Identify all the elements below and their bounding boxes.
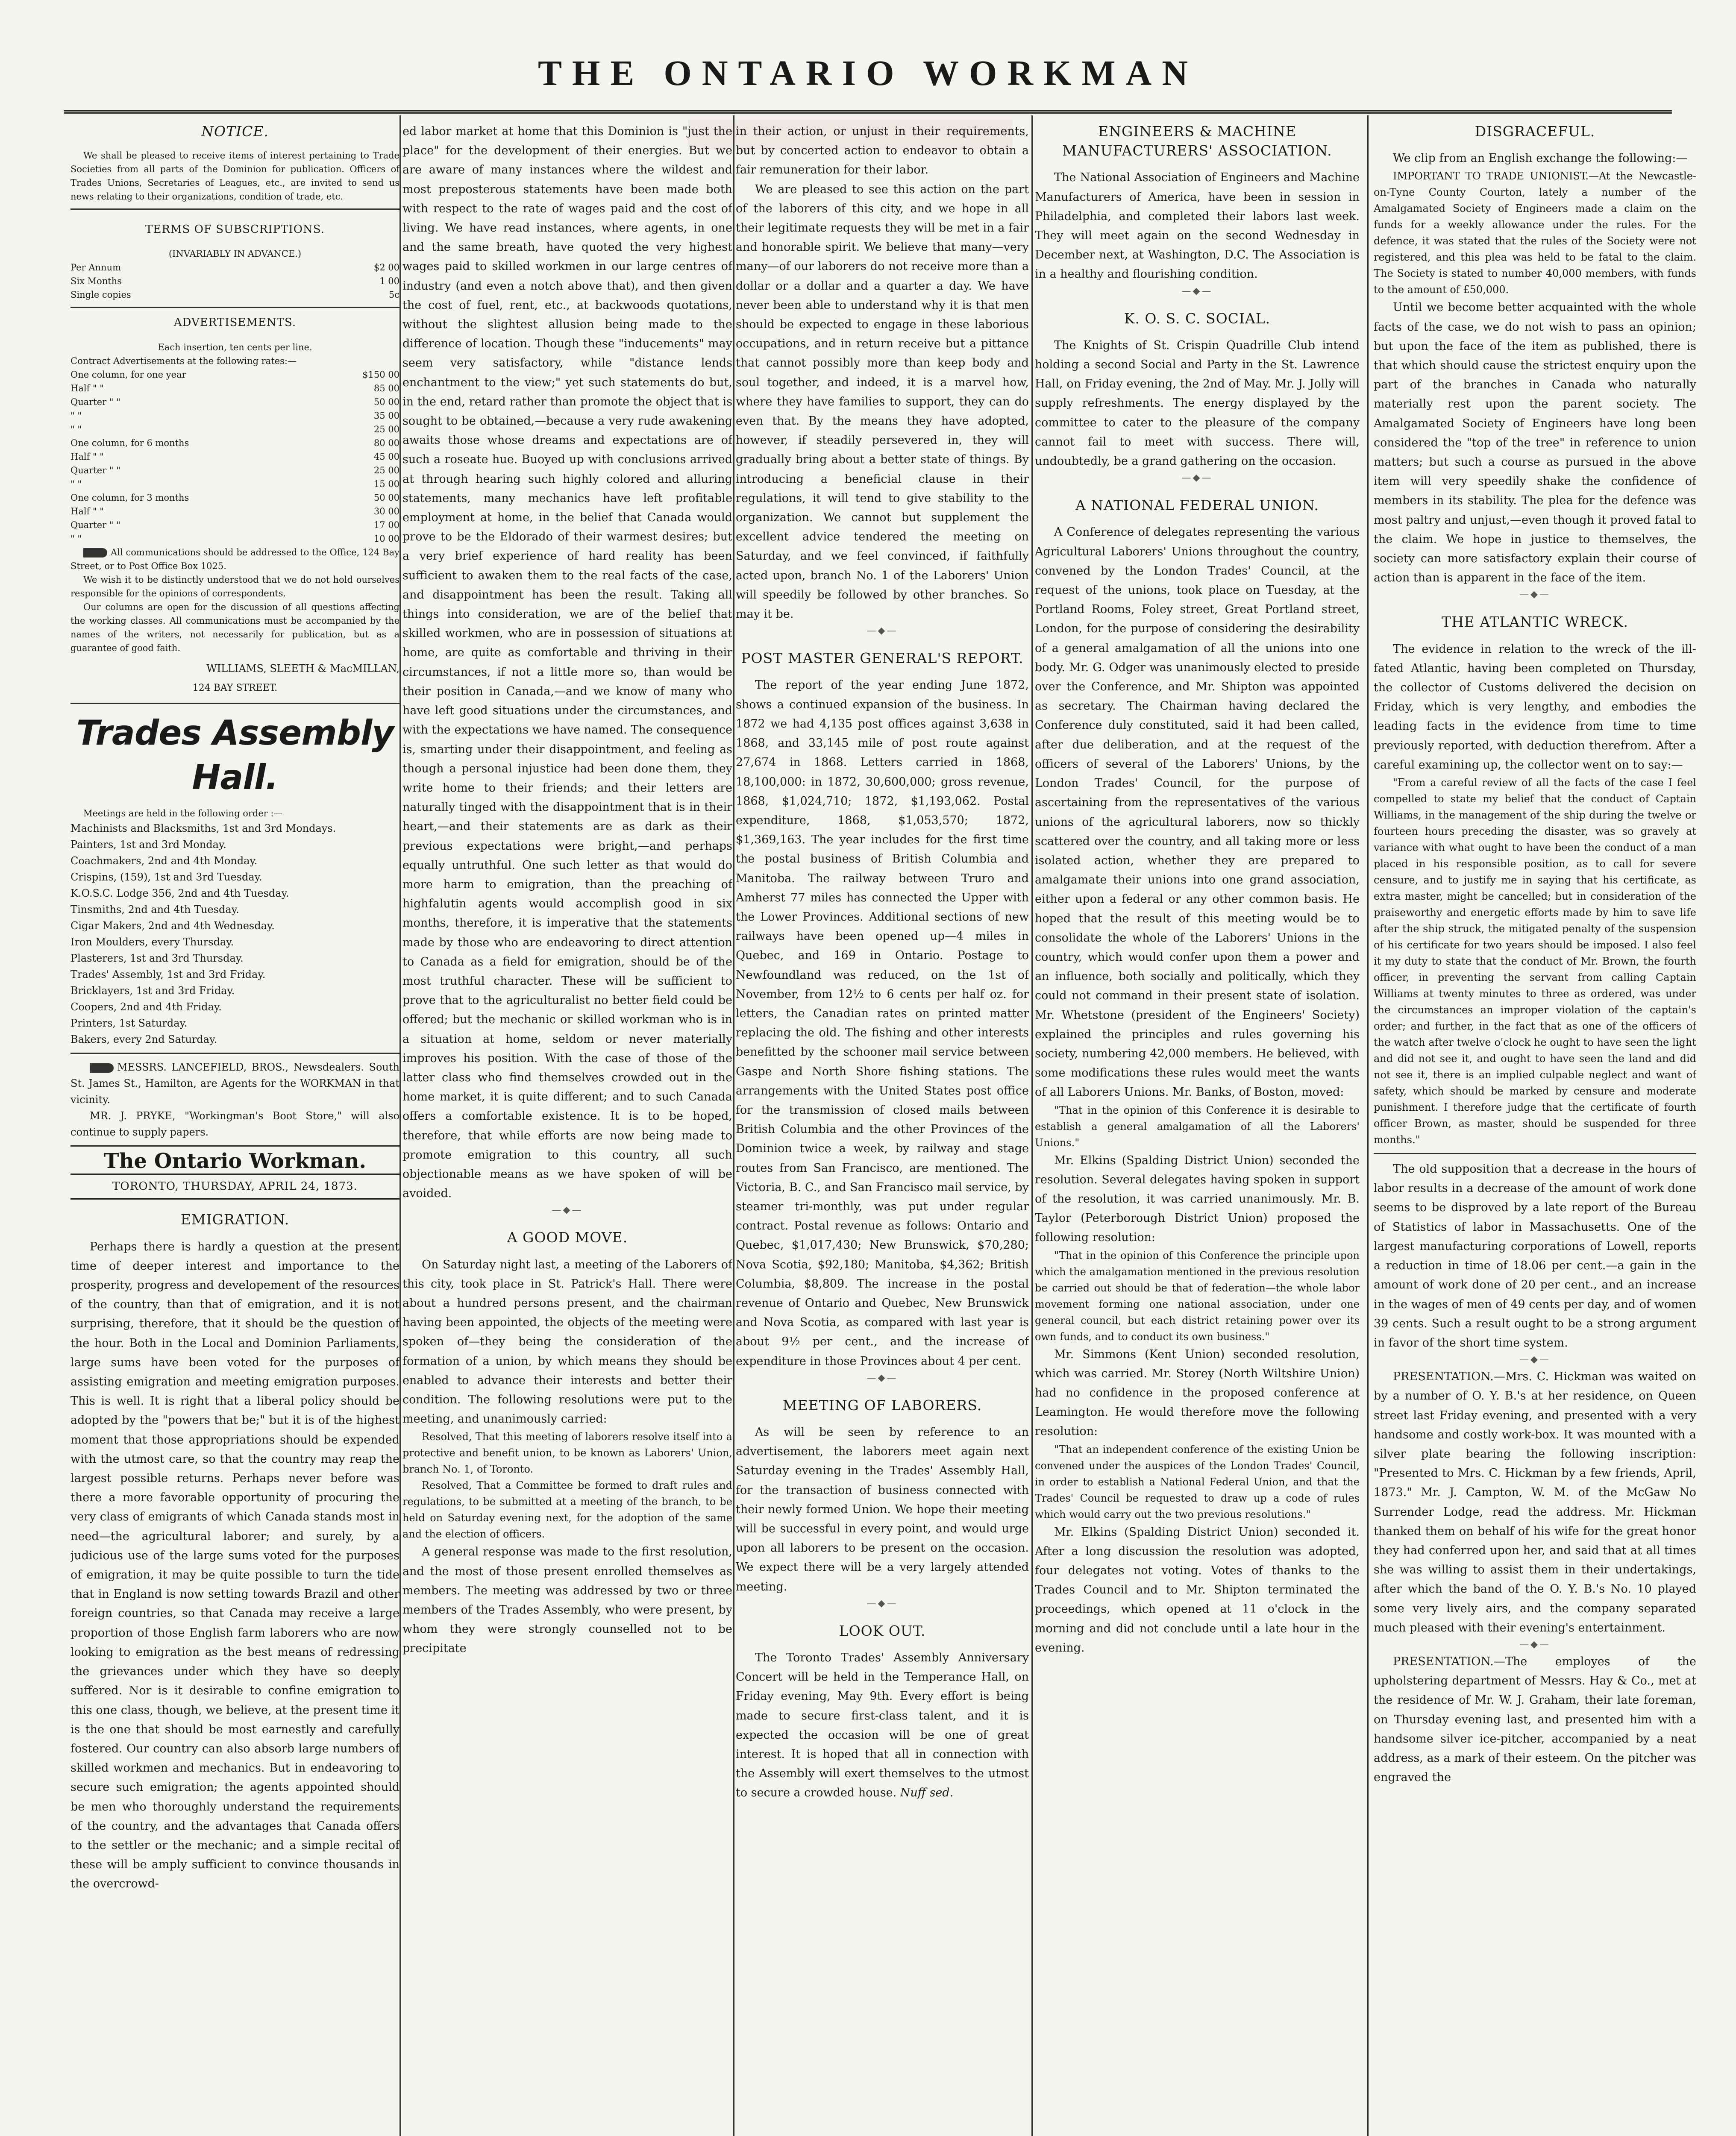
post-master-text: The report of the year ending June 1872, shows a continued expansion of the business. In 1872 we had 4,135 post offices against 3,638 in 1868, and 33,145 mile of post route against 27,674 in 1868. Letters carried in 1868, 18,100,000: in 1872, 30,600,000; gross revenue, 1868, $1,024,710; 1872, $1,193,062. Postal expenditure, 1868, $1,053,570; 1872, $1,369,163. The year includes for the first time the postal business of British Columbia and Manitoba. The railway between Truro and Amherst 77 miles has connected the Upper with the Lower Provinces. Additional sections of new railways have been opened up—4 miles in Quebec, and 169 in Ontario. Postage to Newfoundland was reduced, on the 1st of November, from 12½ to 6 cents per half oz. for letters, the Canadian rates on printed matter replacing the old. The fishing and other interests benefitted by the schooner mail service between Gaspe and North Shore fishing stations. The arrangements with the United States post office for the transmission of closed mails between British Columbia and the other Provinces of the Dominion twice a week, by railway and stage routes from San Francisco, are mentioned. The Victoria, B. C., and San Francisco mail service, by steamer tri-monthly, was put under regular contract. Postal revenue as follows: Ontario and Quebec, $1,017,430; New Brunswick, $70,280; Nova Scotia, $92,180; Manitoba, $4,362; British Columbia, $8,809. The increase in the postal revenue of Ontario and Quebec, New Brunswick and Nova Scotia, as compared with last year is about 9½ per cent., and the increase of expenditure in those Provinces about 4 per cent.: [736, 678, 1029, 1368]
trades-assembly-title: Trades Assembly Hall.: [76, 713, 394, 798]
trades-intro: Meetings are held in the following order :—: [83, 808, 283, 819]
column-1: [70, 122, 399, 2136]
emigration-continued: ed labor market at home that this Dominion is "just the place" for the development of their energies. But we are aware of many instances where the wildest and most preposterous statements have been made both with respect to the rate of wages paid and the cost of living. We have read instances, where agents, in one and the same breath, have quoted the very highest wages paid to skilled workmen in our large centres of industry (and even a notch above that), and then given the cost of fuel, rent, etc., at backwoods quotations, without the slightest allusion being made to the difference of location. Though these "inducements" may seem very satisfactory, while "distance lends enchantment to the view;" yet such statements do but, in the end, retard rather than promote the object that is sought to be obtained,—because a very rude awakening awaits those whose dreams and expectations are of such a roseate hue. Buoyed up with conclusions arrived at through hearing such highly colored and alluring statements, many mechanics have left profitable employment at home, in the belief that Canada would prove to be the Eldorado of their warmest desires; but a very brief experience of hard reality has been sufficient to awaken them to the real facts of the case, and disappointment has been the result. Taking all things into consideration, we are of the belief that skilled workmen, who are in possession of situations at home, are quite as comfortable and thriving in their circumstances, if not a little more so, than would be their position in Canada,—and we know of many who have left good situations under the circumstances, and with the expectations we have named. The consequence is, smarting under their disappointment, and feeling as though a personal injustice had been done them, they write home to their friends; and their letters are naturally tinged with the disappointment that is in their heart,—and their statements are as dark as their previous expectations were bright,—and perhaps equally untruthful. One such letter as that would do more harm to emigration, than the preaching of highfalutin agents would accomplish good in six months, therefore, it is imperative that the statements made by those who are endeavoring to direct attention to Canada as a field for emigration, should be of the most truthful character. These will be sufficient to prove that to the agriculturalist no better field could be offered; but the mechanic or skilled workman who is in a situation at home, seldom or never materially improves his position. With the case of those of the latter class who find themselves crowded out in the home market, it is quite different; and to such Canada offers a comfortable existence. It is to be hoped, therefore, that while efforts are now being made to promote emigration to this country, all such objectionable means as we have spoken of will be avoided.: [402, 125, 732, 1200]
list-item: K.O.S.C. Lodge 356, 2nd and 4th Tuesday.: [70, 887, 289, 900]
advertising-rates-table: [70, 368, 399, 546]
pryke-notice: MR. J. PRYKE, "Workingman's Boot Store," will also continue to supply papers.: [70, 1110, 399, 1138]
price-row: " " 15 00: [70, 478, 399, 489]
disgraceful-quote: IMPORTANT TO TRADE UNIONIST.—At the Newcastle-on-Tyne County Courton, lately a number of the Amalgamated Society of Engineers made a claim on the funds for a weekly allowance under the rules. For the defence, it was stated that the rules of the Society were not registered, and this plea was held to be fatal to the claim. The Society is stated to number 40,000 members, with funds to the amount of £50,000.: [1374, 170, 1696, 296]
divider: —◆—: [1181, 285, 1213, 296]
subscriptions-heading: TERMS OF SUBSCRIPTIONS.: [145, 223, 325, 236]
price-row: One column, for 6 months 80 00: [70, 437, 399, 448]
presentation-graham: PRESENTATION.—The employes of the upholstering department of Messrs. Hay & Co., met at the residence of Mr. W. J. Graham, their late foreman, on Thursday evening last, and presented him with a handsome silver ice-pitcher, accompanied by a neat address, as a mark of their esteem. On the pitcher was engraved the: [1374, 1655, 1696, 1784]
list-item: Coachmakers, 2nd and 4th Monday.: [70, 855, 258, 867]
price-row: Per Annum $2 00: [70, 262, 399, 273]
divider: —◆—: [1519, 1639, 1551, 1650]
price-row: Quarter " " 17 00: [70, 519, 399, 530]
price-row: " " 25 00: [70, 424, 399, 434]
resolution-1: Resolved, That this meeting of laborers resolve itself into a protective and benefit union, to be known as Laborers' Union, branch No. 1, of Toronto.: [402, 1431, 732, 1476]
look-out-text: The Toronto Trades' Assembly Anniversary Concert will be held in the Temperance Hall, on Friday evening, May 9th. Every effort is being made to secure first-class talent, and it is expected the occasion will be one of great interest. It is hoped that all in connection with the Assembly will exert themselves to the utmost to secure a crowded house. Nuff sed.: [736, 1651, 1029, 1800]
laborers-commentary: We are pleased to see this action on the part of the laborers of this city, and we hope in all their legitimate requests they will be met in a fair and honorable spirit. We believe that many—very many—of our laborers do not receive more than a dollar or a dollar and a quarter a day. We have never been able to understand why it is that men should be expected to engage in these laborious occupations, and in return receive but a pittance that cannot possibly more than keep body and soul together, and indeed, it is a marvel how, where they have families to support, they can do even that. By the means they have adopted, however, if steadily persevered in, they will gradually bring about a better state of things. By introducing a beneficial clause in their regulations, it will tend to give stability to the organization. We cannot but supplement the excellent advice tendered the meeting on Saturday, and we feel convinced, if faithfully acted upon, branch No. 1 of the Laborers' Union will speedily be followed by other branches. So may it be.: [736, 182, 1029, 621]
divider: [70, 208, 399, 210]
list-item: Bricklayers, 1st and 3rd Friday.: [70, 985, 235, 997]
federal-union-heading: A NATIONAL FEDERAL UNION.: [1075, 497, 1319, 514]
federal-union-quote: "That in the opinion of this Conference the principle upon which the amalgamation mentioned in the previous resolution be carried out should be that of federation—the whole labor movement forming one national association, under one general council, but each district retaining power over its own funds, and to conduct its own business.": [1035, 1249, 1360, 1343]
price-row: Half " " 45 00: [70, 451, 399, 462]
column-2: [402, 122, 732, 2136]
presentation-hickman: PRESENTATION.—Mrs. C. Hickman was waited on by a number of O. Y. B.'s at her residence, on Queen street last Friday evening, and presented with a very handsome and costly work-box. It was mounted with a silver plate bearing the following inscription: "Presented to Mrs. C. Hickman by a few friends, April, 1873." Mr. J. Campton, W. M. of the McGaw No Surrender Lodge, read the address. Mr. Hickman thanked them on behalf of his wife for the great honor they had conferred upon her, and said that at all times she was willing to assist them in their undertakings, after which the band of the O. Y. B.'s No. 10 played some very lively airs, and the company separated much pleased with their evening's entertainment.: [1374, 1370, 1696, 1634]
price-row: Half " " 30 00: [70, 506, 399, 516]
divider: [70, 1053, 399, 1054]
notice-text: We shall be pleased to receive items of interest pertaining to Trade Societies from all parts of the Dominion for publication. Officers of Trades Unions, Secretaries of Leagues, etc., are invited to send us news relating to their organizations, condition of trade, etc.: [70, 150, 399, 202]
column-rule: [733, 115, 734, 2136]
column-rule: [1031, 115, 1033, 2136]
look-out-signoff: Nuff sed.: [900, 1786, 954, 1800]
list-item: Cigar Makers, 2nd and 4th Wednesday.: [70, 920, 275, 932]
list-item: Tinsmiths, 2nd and 4th Tuesday.: [70, 904, 239, 916]
subscriptions-note: (INVARIABLY IN ADVANCE.): [168, 249, 302, 259]
federal-union-text: Mr. Elkins (Spalding District Union) seconded it. After a long discussion the resolution was adopted, four delegates not voting. Votes of thanks to the Trades Council and to Mr. Shipton terminated the proceedings, which opened at 11 o'clock in the morning and did not conclude until a late hour in the evening.: [1035, 1525, 1360, 1655]
pointing-hand-icon: [83, 548, 107, 557]
dateline: TORONTO, THURSDAY, APRIL 24, 1873.: [70, 1174, 399, 1200]
atlantic-text: The evidence in relation to the wreck of the ill-fated Atlantic, having been completed on Thursday, the collector of Customs delivered the decision on Friday, which is very lengthy, and embodies the leading facts in the evidence from time to time previously reported, with deduction therefrom. After a careful examining up, the collector went on to say:—: [1374, 642, 1696, 772]
good-move-heading: A GOOD MOVE.: [507, 1229, 628, 1246]
federal-union-quote: "That in the opinion of this Conference it is desirable to establish a general amalgamation of all the Laborers' Unions.": [1035, 1104, 1360, 1149]
divider: —◆—: [1519, 1354, 1551, 1365]
masthead-title: THE ONTARIO WORKMAN: [538, 53, 1198, 93]
adv-line: Each insertion, ten cents per line.: [158, 342, 312, 352]
column-4: [1035, 122, 1360, 2136]
atlantic-quote: "From a careful review of all the facts of the case I feel compelled to state my belief that the conduct of Captain Williams, in the management of the ship during the twelve or fourteen hours preceding the disaster, was so gravely at variance with what ought to have been the conduct of a man placed in his responsible position, as to call for severe censure, and to justify me in saying that his certificate, as extra master, might be cancelled; but in consideration of the praiseworthy and energetic efforts made by him to save life after the ship struck, the mitigated penalty of the suspension of his certificate for two years should be imposed. I also feel it my duty to state that the conduct of Mr. Brown, the fourth officer, in preventing the servant from calling Captain Williams at twenty minutes to three as ordered, was under the circumstances an improper violation of the captain's order; and further, in the fact that as one of the officers of the watch after twelve o'clock he ought to have seen the light and did not see it, and ought to have seen the land and did not see it, there is an implied culpable neglect and want of safety, which should be marked by censure and moderate punishment. I therefore judge that the certificate of fourth officer Brown, as master, should be suspended for three months.": [1374, 777, 1696, 1146]
price-row: Half " " 85 00: [70, 383, 399, 393]
agents-notice: MESSRS. LANCEFIELD, BROS., Newsdealers. South St. James St., Hamilton, are Agents for the WORKMAN in that vicinity.: [70, 1061, 399, 1106]
price-row: " " 35 00: [70, 410, 399, 421]
short-time-text: The old supposition that a decrease in the hours of labor results in a decrease of the amount of work done seems to be disproved by a late report of the Bureau of Statistics of labor in Massachusetts. One of the largest manufacturing corporations of Lowell, reports a reduction in time of 18.06 per cent.—a gain in the amount of work done of 20 per cent., and an increase in the wages of men of 49 cents per day, and of women 39 cents. Such a result ought to be a strong argument in favor of the short time system.: [1374, 1162, 1696, 1350]
list-item: Bakers, every 2nd Saturday.: [70, 1033, 217, 1046]
paper-nameplate: The Ontario Workman.: [103, 1149, 367, 1174]
emigration-heading: EMIGRATION.: [180, 1211, 290, 1228]
price-row: One column, for 3 months 50 00: [70, 492, 399, 503]
look-out-heading: LOOK OUT.: [839, 1622, 926, 1639]
adv-disclaimer: We wish it to be distinctly understood that we do not hold ourselves responsible for the opinions of correspondents.: [70, 574, 399, 599]
federal-union-text: A Conference of delegates representing the various Agricultural Laborers' Unions throughout the country, convened by the London Trades' Council, at the request of the unions, took place on Tuesday, at the Portland Rooms, Foley street, Great Portland street, London, for the purpose of considering the desirability of a general amalgamation of all the unions into one body. Mr. G. Odger was unanimously elected to preside over the Conference, and Mr. Shipton was appointed as secretary. The Chairman having declared the Conference duly constituted, said it had been called, after due deliberation, and at the request of the officers of several of the Laborers' Unions, by the London Trades' Council, for the purpose of ascertaining from the representatives of the various unions of the agricultural laborers, now so thickly scattered over the country, and all taking more or less isolated action, whether they are prepared to amalgamate their unions into one grand association, either upon a federal or any other common basis. He hoped that the result of this meeting would be to consolidate the whole of the Laborers' Unions in the country, which would confer upon them a power and an influence, both socially and politically, which they could not command in their present state of isolation. Mr. Whetstone (president of the Engineers' Society) explained the principles and rules governing his society, numbering 42,000 members. He believed, with some modifications these rules would meet the wants of all Laborers Unions. Mr. Banks, of Boston, moved:: [1035, 525, 1360, 1099]
column-rule: [399, 115, 401, 2136]
subscriptions-table: [70, 261, 399, 302]
post-master-heading: POST MASTER GENERAL'S REPORT.: [741, 650, 1024, 667]
list-item: Painters, 1st and 3rd Monday.: [70, 839, 226, 851]
federal-union-text: Mr. Elkins (Spalding District Union) seconded the resolution. Several delegates having spoken in support of the resolution, it was carried unanimously. Mr. B. Taylor (Peterborough District Union) proposed the following resolution:: [1035, 1153, 1360, 1244]
price-row: Quarter " " 25 00: [70, 465, 399, 475]
divider: —◆—: [867, 1598, 898, 1609]
federal-union-quote: "That an independent conference of the existing Union be convened under the auspices of the London Trades' Council, in order to establish a National Federal Union, and that the Trades' Council be requested to draw up a code of rules which would carry out the two previous resolutions.": [1035, 1443, 1360, 1520]
atlantic-heading: THE ATLANTIC WRECK.: [1441, 613, 1629, 631]
price-row: Quarter " " 50 00: [70, 396, 399, 407]
divider: —◆—: [1519, 589, 1551, 600]
price-row: Six Months 1 00: [70, 276, 399, 287]
disgraceful-text: Until we become better acquainted with the whole facts of the case, we do not wish to pass an opinion; but upon the face of the item as published, there is that which should cause the strictest enquiry upon the part of the branches in Canada who naturally materially rest upon the parent society. The Amalgamated Society of Engineers have long been considered the "top of the tree" in reference to union matters; but such a course as pursued in the above item will very speedily shake the confidence of members in its stability. The plea for the defence was most paltry and unjust,—even though it proved fatal to the claim. We hope in justice to themselves, the society can more satisfactory explain their course of action than is apparent in the face of the item.: [1374, 301, 1696, 585]
divider: [70, 703, 399, 704]
kosc-heading: K. O. S. C. SOCIAL.: [1124, 310, 1271, 327]
adv-columns-open: Our columns are open for the discussion of all questions affecting the working classes. All communications must be accompanied by the names of the writers, not necessarily for publication, but as a guarantee of good faith.: [70, 601, 399, 653]
pointing-hand-icon: [90, 1063, 114, 1073]
engineers-text: The National Association of Engineers and Machine Manufacturers of America, have been in session in Philadelphia, and completed their labors last week. They will meet again on the second Wednesday in December next, at Washington, D.C. The Association is in a healthy and flourishing condition.: [1035, 171, 1360, 281]
good-move-text-2: A general response was made to the first resolution, and the most of those present enrolled themselves as members. The meeting was addressed by two or three members of the Trades Assembly, who were present, by whom they were strongly counselled not to be precipitate: [402, 1545, 732, 1655]
divider: [1374, 1153, 1696, 1154]
advertisements-heading: ADVERTISEMENTS.: [173, 316, 297, 329]
federal-union-text: Mr. Simmons (Kent Union) seconded resolution, which was carried. Mr. Storey (North Wiltshire Union) had no confidence in the proposed conference at Leamington. He would therefore move the following resolution:: [1035, 1347, 1360, 1438]
divider: [70, 307, 399, 308]
column-rule: [1367, 115, 1369, 2136]
emigration-text: Perhaps there is hardly a question at the present time of deeper interest and importance to the prosperity, progress and developement of the resources of the country, than that of emigration, and it is not surprising, therefore, that it should be the question of the hour. Both in the Local and Dominion Parliaments, large sums have been voted for the purposes of assisting emigration and meeting emigration purposes. This is well. It is right that a liberal policy should be adopted by the "powers that be;" but it is of the highest moment that those appropriations should be expended with the utmost care, so that the country may reap the largest possible returns. Perhaps never before was there a more favorable opportunity of procuring the very class of emigrants of which Canada stands most in need—the agricultural laborer; and surely, by a judicious use of the large sums voted for the purposes of emigration, it may be quite possible to turn the tide that in England is now setting towards Brazil and other foreign countries, so that Canada may receive a large proportion of those English farm laborers who are now looking to emigration as the best means of redressing the grievances under which they have so deeply suffered. Nor is it desirable to confine emigration to this one class, though, we believe, at the present time it is the one that should be most earnestly and carefully fostered. Our country can also absorb large numbers of skilled workmen and mechanics. But in endeavoring to secure such emigration; the agents appointed should be men who thoroughly understand the requirements of the country, and the advantages that Canada offers to the settler or the mechanic; and a simple recital of these will be amply sufficient to convince thousands in the overcrowd-: [70, 1240, 399, 1891]
list-item: Printers, 1st Saturday.: [70, 1017, 188, 1030]
divider: —◆—: [867, 625, 898, 637]
engineers-heading: ENGINEERS & MACHINE MANUFACTURERS' ASSOCIATION.: [1062, 123, 1332, 159]
disgraceful-intro: We clip from an English exchange the following:—: [1393, 152, 1688, 165]
price-row: One column, for one year $150 00: [70, 369, 399, 380]
price-row: " " 10 00: [70, 533, 399, 544]
divider: —◆—: [867, 1372, 898, 1383]
column-3: [736, 122, 1029, 2136]
divider: —◆—: [1181, 472, 1213, 484]
meeting-text: As will be seen by reference to an advertisement, the laborers meet again next Saturday evening in the Trades' Assembly Hall, for the transaction of business connected with their newly formed Union. We hope their meeting will be successful in every point, and would urge upon all laborers to be present on the occasion. We expect there will be a very largely attended meeting.: [736, 1426, 1029, 1593]
good-move-continued: in their action, or unjust in their requirements, but by concerted action to endeavor to obtain a fair remuneration for their labor.: [736, 125, 1029, 177]
meeting-heading: MEETING OF LABORERS.: [782, 1397, 982, 1414]
divider: —◆—: [552, 1205, 583, 1216]
publisher-address: 124 BAY STREET.: [192, 682, 278, 693]
list-item: Crispins, (159), 1st and 3rd Tuesday.: [70, 871, 262, 883]
adv-line: Contract Advertisements at the following rates:—: [70, 355, 297, 366]
list-item: Machinists and Blacksmiths, 1st and 3rd Mondays.: [70, 822, 336, 835]
list-item: Coopers, 2nd and 4th Friday.: [70, 1001, 222, 1013]
good-move-text: On Saturday night last, a meeting of the Laborers of this city, took place in St. Patrick's Hall. There were about a hundred persons present, and the chairman having been appointed, the objects of the meeting were spoken of—they being the consideration of the formation of a union, by which means they should be enabled to advance their interests and better their condition. The following resolutions were put to the meeting, and unanimously carried:: [402, 1258, 732, 1426]
kosc-text: The Knights of St. Crispin Quadrille Club intend holding a second Social and Party in the St. Lawrence Hall, on Friday evening, the 2nd of May. Mr. J. Jolly will supply refreshments. The energy displayed by the committee to cater to the pleasure of the company cannot fail to meet with success. There will, undoubtedly, be a grand gathering on the occasion.: [1035, 338, 1360, 468]
notice-heading: NOTICE.: [201, 123, 269, 140]
disgraceful-heading: DISGRACEFUL.: [1475, 123, 1595, 140]
list-item: Iron Moulders, every Thursday.: [70, 936, 234, 948]
column-5: [1374, 122, 1696, 2136]
divider: [70, 1145, 399, 1147]
list-item: Trades' Assembly, 1st and 3rd Friday.: [70, 968, 266, 981]
publishers: WILLIAMS, SLEETH & MacMILLAN,: [206, 662, 399, 675]
adv-communications: All communications should be addressed to the Office, 124 Bay Street, or to Post Office Box 1025.: [70, 547, 399, 571]
list-item: Plasterers, 1st and 3rd Thursday.: [70, 952, 244, 965]
resolution-2: Resolved, That a Committee be formed to draft rules and regulations, to be submitted at a meeting of the branch, to be held on Saturday evening next, for the adoption of the same and the election of officers.: [402, 1479, 732, 1540]
masthead-rule: [64, 110, 1672, 114]
meetings-list: [70, 820, 399, 1047]
price-row: Single copies 5c: [70, 290, 399, 300]
